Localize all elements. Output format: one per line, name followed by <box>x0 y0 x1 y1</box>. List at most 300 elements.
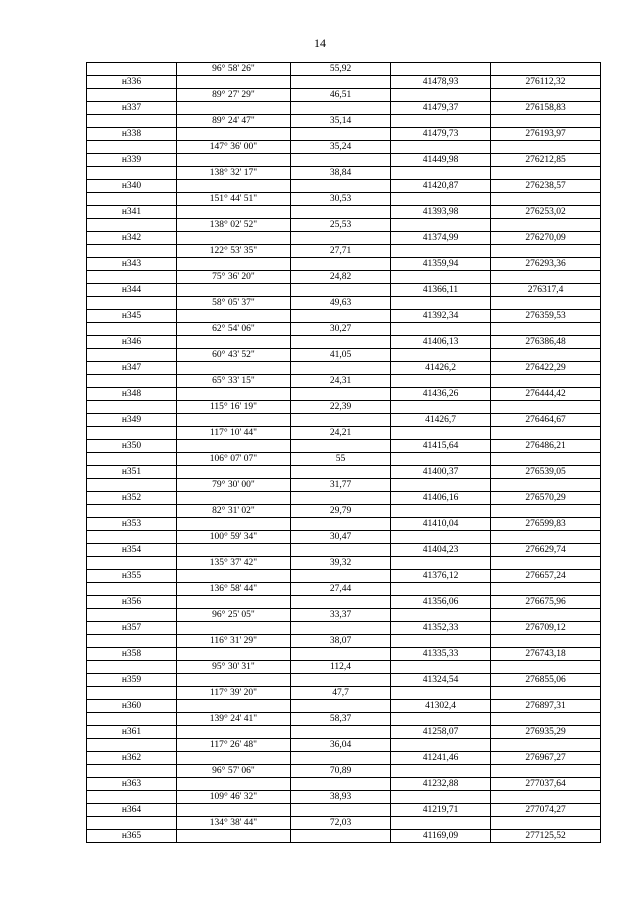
angle-cell <box>177 362 291 375</box>
y-coordinate <box>491 817 601 830</box>
y-coordinate: 276158,83 <box>491 102 601 115</box>
distance-cell <box>291 700 391 713</box>
distance-cell <box>291 128 391 141</box>
angle-cell <box>177 674 291 687</box>
angle-cell: 151° 44' 51" <box>177 193 291 206</box>
angle-cell <box>177 544 291 557</box>
distance-cell: 30,47 <box>291 531 391 544</box>
y-coordinate: 276444,42 <box>491 388 601 401</box>
angle-cell <box>177 128 291 141</box>
y-coordinate: 276629,74 <box>491 544 601 557</box>
point-name: н344 <box>87 284 177 297</box>
x-coordinate <box>391 141 491 154</box>
distance-cell: 70,89 <box>291 765 391 778</box>
point-row <box>87 102 601 115</box>
x-coordinate <box>391 765 491 778</box>
y-coordinate: 276317,4 <box>491 284 601 297</box>
distance-cell <box>291 180 391 193</box>
y-coordinate <box>491 193 601 206</box>
y-coordinate: 276709,12 <box>491 622 601 635</box>
distance-cell: 24,21 <box>291 427 391 440</box>
segment-row <box>87 323 601 336</box>
x-coordinate: 41376,12 <box>391 570 491 583</box>
y-coordinate: 276359,53 <box>491 310 601 323</box>
segment-row <box>87 89 601 102</box>
segment-row <box>87 817 601 830</box>
distance-cell <box>291 76 391 89</box>
x-coordinate: 41415,64 <box>391 440 491 453</box>
y-coordinate: 277125,52 <box>491 830 601 843</box>
point-row <box>87 388 601 401</box>
distance-cell: 30,53 <box>291 193 391 206</box>
angle-cell: 96° 57' 06" <box>177 765 291 778</box>
angle-cell: 134° 38' 44" <box>177 817 291 830</box>
distance-cell: 33,37 <box>291 609 391 622</box>
point-row <box>87 804 601 817</box>
y-coordinate <box>491 687 601 700</box>
distance-cell <box>291 154 391 167</box>
segment-row <box>87 609 601 622</box>
distance-cell <box>291 674 391 687</box>
angle-cell: 89° 24' 47" <box>177 115 291 128</box>
point-name <box>87 687 177 700</box>
point-row <box>87 674 601 687</box>
distance-cell <box>291 388 391 401</box>
point-name: н339 <box>87 154 177 167</box>
angle-cell <box>177 258 291 271</box>
angle-cell: 117° 39' 20" <box>177 687 291 700</box>
point-row <box>87 310 601 323</box>
point-name <box>87 89 177 102</box>
x-coordinate: 41426,7 <box>391 414 491 427</box>
y-coordinate <box>491 609 601 622</box>
point-name <box>87 453 177 466</box>
point-name: н348 <box>87 388 177 401</box>
angle-cell: 115° 16' 19" <box>177 401 291 414</box>
point-name <box>87 531 177 544</box>
x-coordinate <box>391 479 491 492</box>
angle-cell <box>177 336 291 349</box>
point-row <box>87 440 601 453</box>
point-name <box>87 661 177 674</box>
y-coordinate: 276253,02 <box>491 206 601 219</box>
x-coordinate <box>391 531 491 544</box>
point-name <box>87 219 177 232</box>
point-row <box>87 726 601 739</box>
segment-row <box>87 687 601 700</box>
angle-cell <box>177 778 291 791</box>
x-coordinate <box>391 245 491 258</box>
point-name: н352 <box>87 492 177 505</box>
y-coordinate: 277037,64 <box>491 778 601 791</box>
angle-cell: 75° 36' 20" <box>177 271 291 284</box>
distance-cell: 35,14 <box>291 115 391 128</box>
angle-cell <box>177 492 291 505</box>
point-row <box>87 76 601 89</box>
angle-cell: 60° 43' 52" <box>177 349 291 362</box>
point-name <box>87 323 177 336</box>
distance-cell <box>291 518 391 531</box>
angle-cell <box>177 206 291 219</box>
point-row <box>87 700 601 713</box>
x-coordinate: 41406,16 <box>391 492 491 505</box>
segment-row <box>87 63 601 76</box>
point-name: н340 <box>87 180 177 193</box>
point-name <box>87 427 177 440</box>
point-row <box>87 596 601 609</box>
x-coordinate: 41232,88 <box>391 778 491 791</box>
angle-cell <box>177 388 291 401</box>
segment-row <box>87 427 601 440</box>
y-coordinate <box>491 531 601 544</box>
point-name: н362 <box>87 752 177 765</box>
point-name: н360 <box>87 700 177 713</box>
distance-cell <box>291 570 391 583</box>
point-name: н347 <box>87 362 177 375</box>
distance-cell: 35,24 <box>291 141 391 154</box>
distance-cell <box>291 102 391 115</box>
point-row <box>87 258 601 271</box>
segment-row <box>87 453 601 466</box>
y-coordinate: 276743,18 <box>491 648 601 661</box>
angle-cell: 109° 46' 32" <box>177 791 291 804</box>
x-coordinate: 41359,94 <box>391 258 491 271</box>
x-coordinate <box>391 583 491 596</box>
distance-cell: 55 <box>291 453 391 466</box>
segment-row <box>87 583 601 596</box>
y-coordinate <box>491 219 601 232</box>
x-coordinate: 41404,23 <box>391 544 491 557</box>
point-name: н365 <box>87 830 177 843</box>
distance-cell: 38,93 <box>291 791 391 804</box>
y-coordinate: 276212,85 <box>491 154 601 167</box>
point-name <box>87 557 177 570</box>
y-coordinate: 276599,83 <box>491 518 601 531</box>
x-coordinate: 41392,34 <box>391 310 491 323</box>
angle-cell <box>177 622 291 635</box>
x-coordinate <box>391 427 491 440</box>
distance-cell <box>291 414 391 427</box>
x-coordinate: 41436,26 <box>391 388 491 401</box>
point-name: н364 <box>87 804 177 817</box>
distance-cell <box>291 466 391 479</box>
x-coordinate: 41241,46 <box>391 752 491 765</box>
segment-row <box>87 375 601 388</box>
y-coordinate: 276967,27 <box>491 752 601 765</box>
x-coordinate <box>391 713 491 726</box>
x-coordinate <box>391 739 491 752</box>
distance-cell: 29,79 <box>291 505 391 518</box>
point-name <box>87 167 177 180</box>
point-row <box>87 232 601 245</box>
angle-cell <box>177 414 291 427</box>
distance-cell <box>291 284 391 297</box>
distance-cell: 38,84 <box>291 167 391 180</box>
distance-cell: 41,05 <box>291 349 391 362</box>
y-coordinate <box>491 635 601 648</box>
point-name: н351 <box>87 466 177 479</box>
distance-cell <box>291 206 391 219</box>
segment-row <box>87 141 601 154</box>
angle-cell <box>177 440 291 453</box>
y-coordinate <box>491 739 601 752</box>
distance-cell: 24,31 <box>291 375 391 388</box>
y-coordinate <box>491 245 601 258</box>
point-name: н342 <box>87 232 177 245</box>
x-coordinate: 41478,93 <box>391 76 491 89</box>
segment-row <box>87 167 601 180</box>
y-coordinate: 276193,97 <box>491 128 601 141</box>
point-name <box>87 479 177 492</box>
point-name <box>87 713 177 726</box>
x-coordinate: 41302,4 <box>391 700 491 713</box>
point-row <box>87 128 601 141</box>
point-name <box>87 583 177 596</box>
y-coordinate <box>491 349 601 362</box>
x-coordinate: 41374,99 <box>391 232 491 245</box>
point-name <box>87 63 177 76</box>
distance-cell: 49,63 <box>291 297 391 310</box>
y-coordinate <box>491 141 601 154</box>
distance-cell: 22,39 <box>291 401 391 414</box>
point-name <box>87 375 177 388</box>
distance-cell: 58,37 <box>291 713 391 726</box>
y-coordinate <box>491 427 601 440</box>
x-coordinate <box>391 167 491 180</box>
x-coordinate <box>391 661 491 674</box>
point-name <box>87 245 177 258</box>
y-coordinate <box>491 479 601 492</box>
point-name: н353 <box>87 518 177 531</box>
distance-cell: 24,82 <box>291 271 391 284</box>
x-coordinate <box>391 505 491 518</box>
point-name <box>87 349 177 362</box>
angle-cell: 117° 10' 44" <box>177 427 291 440</box>
distance-cell: 30,27 <box>291 323 391 336</box>
x-coordinate <box>391 375 491 388</box>
y-coordinate <box>491 115 601 128</box>
angle-cell: 116° 31' 29" <box>177 635 291 648</box>
distance-cell <box>291 726 391 739</box>
point-row <box>87 518 601 531</box>
x-coordinate <box>391 271 491 284</box>
point-name: н336 <box>87 76 177 89</box>
distance-cell: 47,7 <box>291 687 391 700</box>
y-coordinate <box>491 765 601 778</box>
coordinates-table-body <box>87 63 601 843</box>
angle-cell <box>177 804 291 817</box>
point-name <box>87 765 177 778</box>
point-row <box>87 544 601 557</box>
distance-cell <box>291 544 391 557</box>
x-coordinate <box>391 89 491 102</box>
x-coordinate <box>391 219 491 232</box>
segment-row <box>87 479 601 492</box>
x-coordinate: 41420,87 <box>391 180 491 193</box>
point-row <box>87 414 601 427</box>
distance-cell <box>291 622 391 635</box>
angle-cell <box>177 570 291 583</box>
distance-cell <box>291 362 391 375</box>
x-coordinate: 41426,2 <box>391 362 491 375</box>
y-coordinate: 276897,31 <box>491 700 601 713</box>
segment-row <box>87 245 601 258</box>
point-name <box>87 271 177 284</box>
y-coordinate: 276422,29 <box>491 362 601 375</box>
point-name: н349 <box>87 414 177 427</box>
x-coordinate <box>391 635 491 648</box>
segment-row <box>87 635 601 648</box>
x-coordinate: 41258,07 <box>391 726 491 739</box>
y-coordinate <box>491 713 601 726</box>
point-name: н359 <box>87 674 177 687</box>
y-coordinate: 276675,96 <box>491 596 601 609</box>
y-coordinate <box>491 63 601 76</box>
point-name: н361 <box>87 726 177 739</box>
x-coordinate: 41449,98 <box>391 154 491 167</box>
y-coordinate <box>491 505 601 518</box>
distance-cell <box>291 310 391 323</box>
x-coordinate <box>391 193 491 206</box>
coordinates-table <box>86 62 601 843</box>
distance-cell <box>291 752 391 765</box>
segment-row <box>87 505 601 518</box>
segment-row <box>87 297 601 310</box>
segment-row <box>87 401 601 414</box>
angle-cell: 95° 30' 31" <box>177 661 291 674</box>
page-number: 14 <box>314 36 326 50</box>
x-coordinate: 41366,11 <box>391 284 491 297</box>
segment-row <box>87 557 601 570</box>
angle-cell <box>177 596 291 609</box>
distance-cell: 112,4 <box>291 661 391 674</box>
segment-row <box>87 791 601 804</box>
x-coordinate: 41169,09 <box>391 830 491 843</box>
distance-cell: 39,32 <box>291 557 391 570</box>
point-name <box>87 115 177 128</box>
y-coordinate: 276270,09 <box>491 232 601 245</box>
y-coordinate: 277074,27 <box>491 804 601 817</box>
distance-cell <box>291 336 391 349</box>
y-coordinate: 276464,67 <box>491 414 601 427</box>
y-coordinate: 276855,06 <box>491 674 601 687</box>
x-coordinate: 41479,73 <box>391 128 491 141</box>
point-row <box>87 336 601 349</box>
point-name: н357 <box>87 622 177 635</box>
angle-cell: 138° 32' 17" <box>177 167 291 180</box>
point-name: н363 <box>87 778 177 791</box>
x-coordinate <box>391 687 491 700</box>
distance-cell <box>291 440 391 453</box>
distance-cell: 55,92 <box>291 63 391 76</box>
x-coordinate: 41335,33 <box>391 648 491 661</box>
point-row <box>87 154 601 167</box>
distance-cell <box>291 596 391 609</box>
angle-cell: 82° 31' 02" <box>177 505 291 518</box>
angle-cell <box>177 518 291 531</box>
angle-cell: 100° 59' 34" <box>177 531 291 544</box>
distance-cell: 72,03 <box>291 817 391 830</box>
point-row <box>87 778 601 791</box>
x-coordinate: 41352,33 <box>391 622 491 635</box>
point-name <box>87 505 177 518</box>
segment-row <box>87 765 601 778</box>
point-name <box>87 635 177 648</box>
y-coordinate <box>491 661 601 674</box>
angle-cell: 65° 33' 15" <box>177 375 291 388</box>
point-name: н358 <box>87 648 177 661</box>
point-name <box>87 739 177 752</box>
y-coordinate: 276486,21 <box>491 440 601 453</box>
point-row <box>87 570 601 583</box>
angle-cell <box>177 830 291 843</box>
y-coordinate: 276238,57 <box>491 180 601 193</box>
y-coordinate <box>491 297 601 310</box>
y-coordinate: 276112,32 <box>491 76 601 89</box>
y-coordinate <box>491 375 601 388</box>
segment-row <box>87 739 601 752</box>
point-name <box>87 193 177 206</box>
x-coordinate <box>391 557 491 570</box>
angle-cell <box>177 466 291 479</box>
point-name <box>87 297 177 310</box>
angle-cell <box>177 726 291 739</box>
y-coordinate: 276539,05 <box>491 466 601 479</box>
point-name <box>87 609 177 622</box>
point-row <box>87 492 601 505</box>
y-coordinate <box>491 167 601 180</box>
distance-cell: 46,51 <box>291 89 391 102</box>
segment-row <box>87 193 601 206</box>
x-coordinate <box>391 453 491 466</box>
angle-cell <box>177 154 291 167</box>
distance-cell <box>291 830 391 843</box>
segment-row <box>87 661 601 674</box>
point-name <box>87 791 177 804</box>
y-coordinate <box>491 89 601 102</box>
y-coordinate <box>491 557 601 570</box>
x-coordinate <box>391 401 491 414</box>
y-coordinate <box>491 791 601 804</box>
point-name: н343 <box>87 258 177 271</box>
y-coordinate <box>491 453 601 466</box>
angle-cell <box>177 102 291 115</box>
angle-cell: 89° 27' 29" <box>177 89 291 102</box>
angle-cell: 138° 02' 52" <box>177 219 291 232</box>
point-name: н341 <box>87 206 177 219</box>
point-name <box>87 817 177 830</box>
distance-cell: 27,44 <box>291 583 391 596</box>
x-coordinate <box>391 115 491 128</box>
x-coordinate <box>391 791 491 804</box>
point-name: н356 <box>87 596 177 609</box>
point-row <box>87 284 601 297</box>
point-row <box>87 206 601 219</box>
angle-cell: 96° 58' 26" <box>177 63 291 76</box>
x-coordinate <box>391 349 491 362</box>
point-row <box>87 752 601 765</box>
distance-cell <box>291 492 391 505</box>
x-coordinate <box>391 609 491 622</box>
x-coordinate: 41393,98 <box>391 206 491 219</box>
angle-cell: 135° 37' 42" <box>177 557 291 570</box>
y-coordinate: 276657,24 <box>491 570 601 583</box>
angle-cell <box>177 752 291 765</box>
x-coordinate: 41400,37 <box>391 466 491 479</box>
angle-cell <box>177 648 291 661</box>
point-name: н355 <box>87 570 177 583</box>
distance-cell <box>291 804 391 817</box>
